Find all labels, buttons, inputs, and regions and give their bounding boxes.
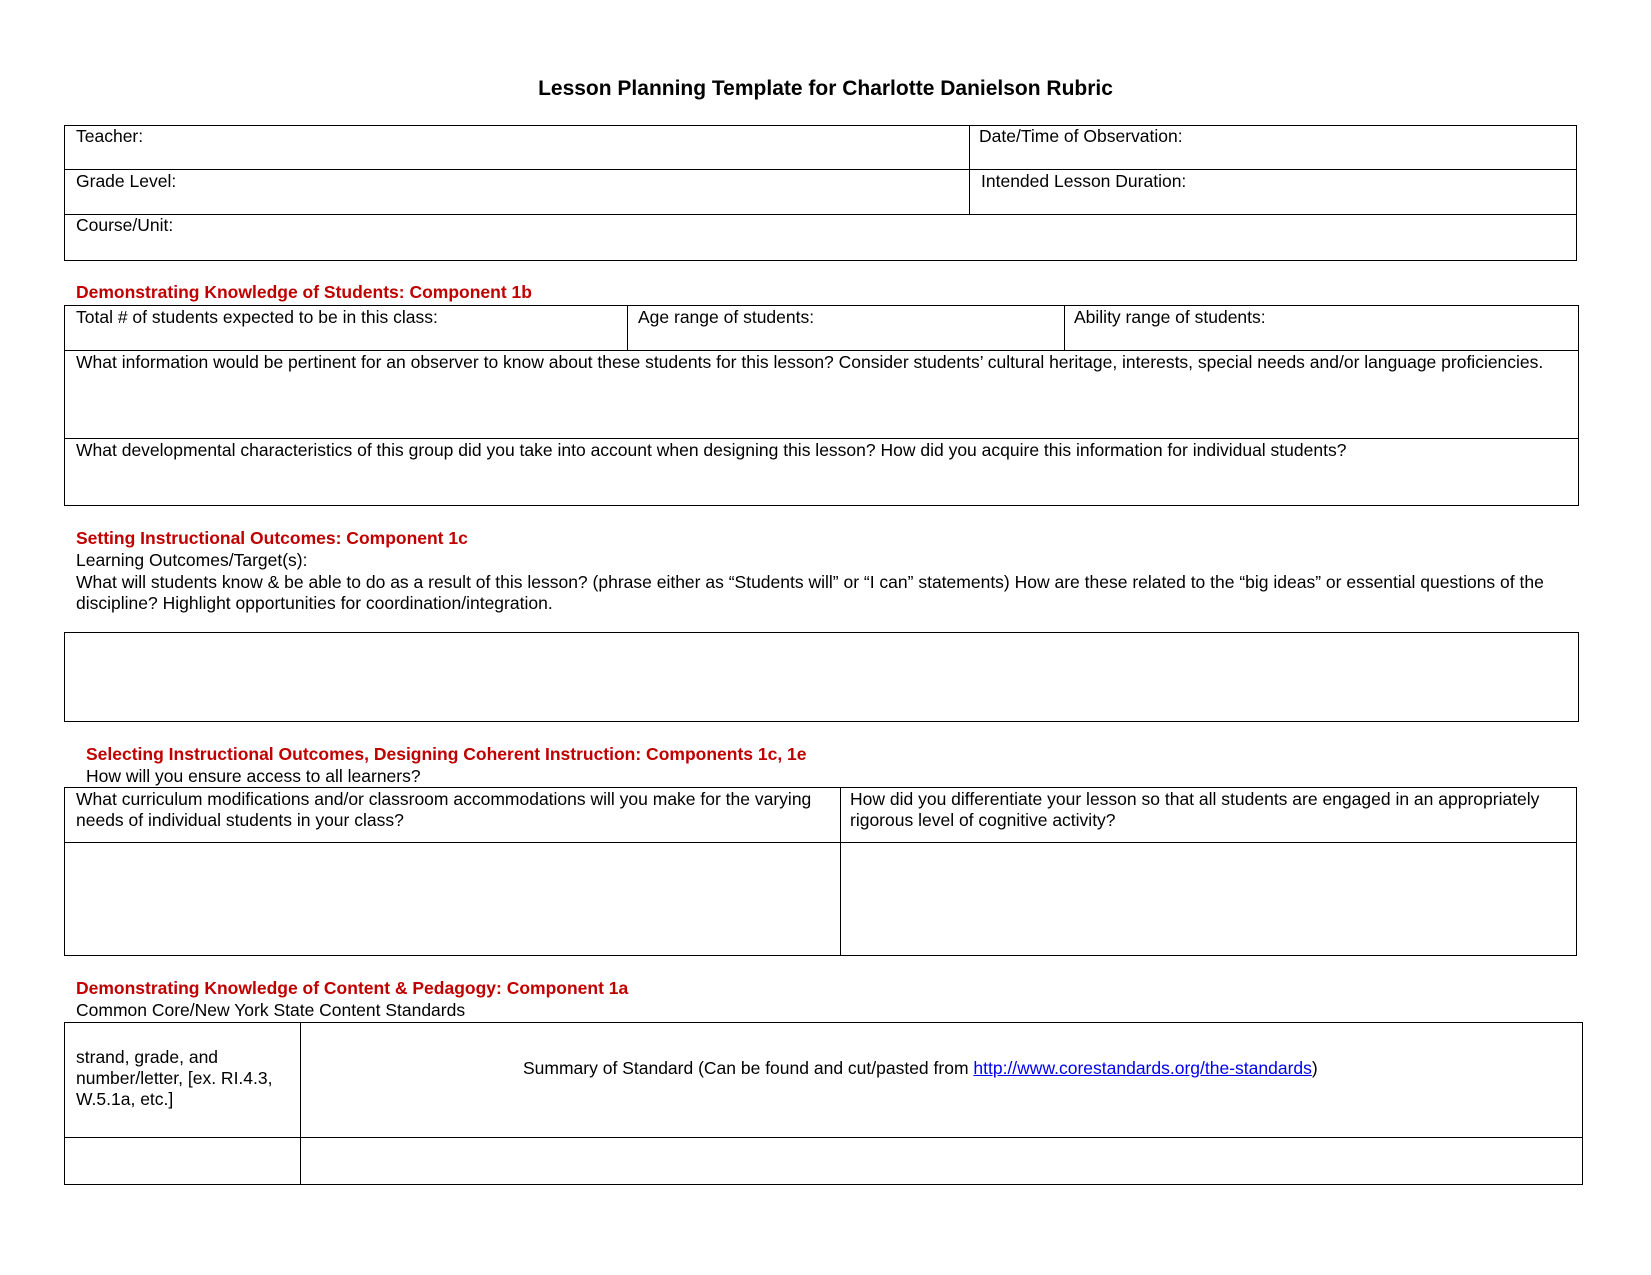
summary-prefix-text: Summary of Standard (Can be found and cut/pasted from <box>523 1058 974 1078</box>
header-table-divider <box>64 214 1577 215</box>
learning-outcomes-input[interactable] <box>64 632 1579 722</box>
section-1c-heading: Setting Instructional Outcomes: Component 1c <box>76 528 468 548</box>
summary-suffix-text: ) <box>1311 1058 1318 1078</box>
header-table <box>64 125 1577 261</box>
section-1c-1e-heading: Selecting Instructional Outcomes, Designing Coherent Instruction: Components 1c, 1e <box>86 744 807 764</box>
summary-input[interactable] <box>301 1138 1582 1184</box>
strand-header: strand, grade, and number/letter, [ex. RI.4.3, W.5.1a, etc.] <box>76 1047 273 1109</box>
age-range-field[interactable]: Age range of students: <box>638 307 815 327</box>
strand-input[interactable] <box>65 1138 299 1184</box>
summary-header <box>523 1058 1318 1079</box>
date-time-field[interactable]: Date/Time of Observation: <box>979 126 1183 146</box>
learning-outcomes-prompt: What will students know & be able to do as a result of this lesson? (phrase either as “Students will” or “I can” statements) How are these related to the “big ideas” or essential questions of the discipline? Highlight opportunities for coordination/integration. <box>76 572 1544 613</box>
section-1a-heading: Demonstrating Knowledge of Content & Pedagogy: Component 1a <box>76 978 629 998</box>
developmental-characteristics-field[interactable]: What developmental characteristics of this group did you take into account when designing this lesson? How did you acquire this information for individual students? <box>76 440 1347 460</box>
ability-range-field[interactable]: Ability range of students: <box>1074 307 1266 327</box>
course-unit-field[interactable]: Course/Unit: <box>76 215 174 235</box>
modifications-input[interactable] <box>65 843 839 955</box>
teacher-field[interactable]: Teacher: <box>76 126 144 146</box>
students-table-divider <box>64 438 1579 439</box>
students-table-divider <box>627 305 628 350</box>
standards-label: Common Core/New York State Content Standards <box>76 1000 466 1020</box>
header-table-divider <box>969 125 970 214</box>
modifications-question: What curriculum modifications and/or classroom accommodations will you make for the varying needs of individual students in your class? <box>76 789 812 830</box>
pertinent-info-field[interactable]: What information would be pertinent for an observer to know about these students for this lesson? Consider students’ cultural heritage, interests, special needs and/or language proficiencies. <box>76 352 1544 372</box>
page-title: Lesson Planning Template for Charlotte Danielson Rubric <box>538 77 1113 100</box>
section-1b-heading: Demonstrating Knowledge of Students: Component 1b <box>76 282 532 302</box>
corestandards-link[interactable]: http://www.corestandards.org/the-standards <box>973 1058 1312 1078</box>
differentiation-question: How did you differentiate your lesson so that all students are engaged in an appropriately rigorous level of cognitive activity? <box>850 789 1540 830</box>
students-table <box>64 305 1579 506</box>
students-table-divider <box>1064 305 1065 350</box>
total-students-field[interactable]: Total # of students expected to be in this class: <box>76 307 438 327</box>
grade-level-field[interactable]: Grade Level: <box>76 171 177 191</box>
students-table-divider <box>64 350 1579 351</box>
header-table-divider <box>64 169 1577 170</box>
differentiation-input[interactable] <box>841 843 1576 955</box>
learning-outcomes-label: Learning Outcomes/Target(s): <box>76 550 308 570</box>
lesson-duration-field[interactable]: Intended Lesson Duration: <box>981 171 1187 191</box>
access-learners-label: How will you ensure access to all learners? <box>86 766 421 786</box>
